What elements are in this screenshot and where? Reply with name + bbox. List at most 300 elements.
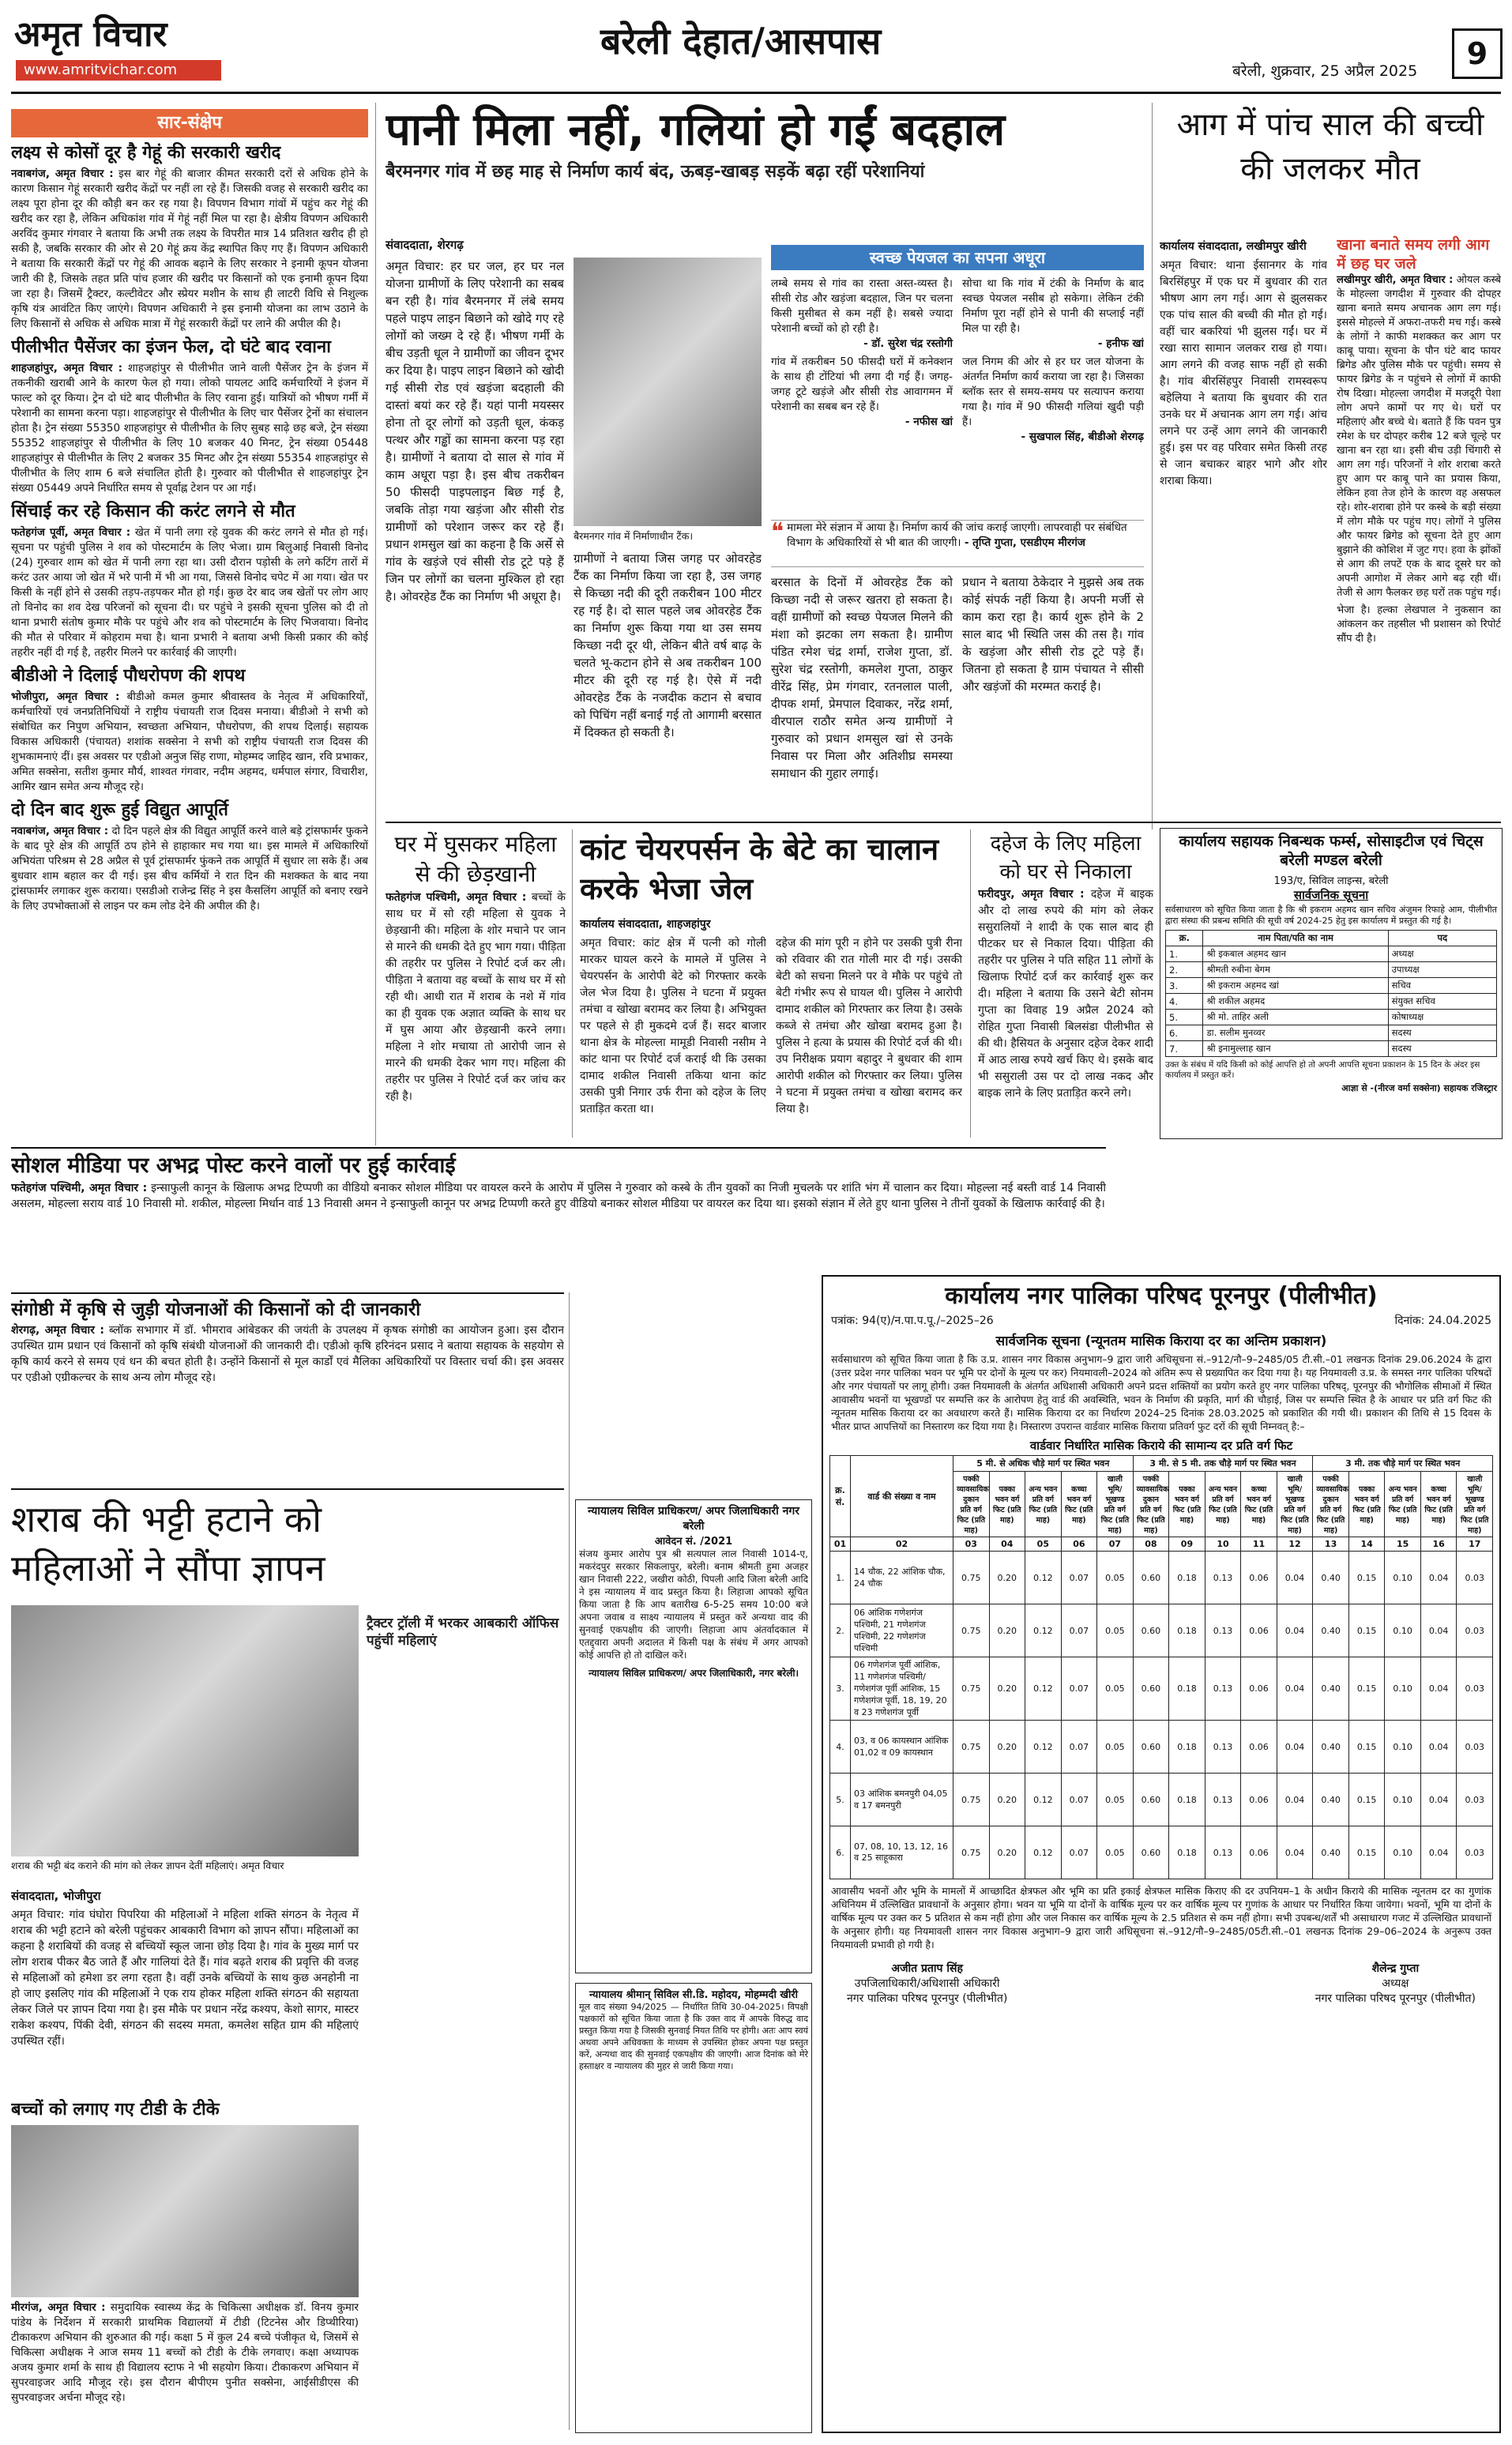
brief-body: शाहजहांपुर से पीलीभीत जाने वाली पैसेंजर ट्रेन के इंजन में तकनीकी खराबी आने के कारण फेल हो गया। लोको पायलट आदि कर्मचारियों ने इंजन में फाल्ट को दूर किया। ट्रेन दो घंटे बाद पीलीभीत के लिए रवाना हुई। यात्रियों को भीषण गर्मी में परेशानी का सामना करना पड़ा। शाहजहांपुर से पीलीभीत के लिए चार पैसेंजर ट्रेनों का संचालन होता है। ट्रेन संख्या 55350 शाहजहांपुर से पीलीभीत के लिए सुबह साढ़े छह बजे, ट्रेन संख्या 55352 शाहजहांपुर से पीलीभीत के लिए 10 बजकर 40 मिनट, ट्रेन संख्या 05448 शाहजहांपुर से पीलीभीत के लिए 2 बजकर 35 मिनट और ट्रेन संख्या 55354 शाहजहांपुर से पीलीभीत के लिए शाम 6 बजे संचालित होती है। गुरुवार को पीलीभीत से शाहजहांपुर ट्रेन संख्या 05449 अपने निर्धारित समय से पूर्वाह्न टेशन पर आ गई। [11, 362, 368, 495]
col-header: क्र. सं. [830, 1456, 851, 1537]
table-row [1166, 946, 1497, 962]
col-number: 15 [1385, 1537, 1421, 1552]
headline: घर में घुसकर महिला से की छेड़खानी [394, 831, 557, 887]
story-liquor [11, 1488, 564, 2089]
table-cell: 1. [1166, 946, 1203, 962]
page-number: 9 [1452, 28, 1503, 79]
table-cell: 0.12 [1025, 1721, 1062, 1774]
lead-headline: पानी मिला नहीं, गलियां हो गईं बदहाल [386, 104, 1006, 156]
dateline: शेरगढ़, अमृत विचार : [11, 1324, 104, 1337]
table-cell: 0.15 [1348, 1552, 1385, 1604]
dateline: शाहजहांपुर, अमृत विचार : [11, 362, 123, 374]
brief-title: सिंचाई कर रहे किसान की करंट लगने से मौत [11, 502, 295, 521]
table-cell: 0.13 [1205, 1604, 1241, 1657]
col-header: अन्य भवन प्रति वर्ग फिट (प्रति माह) [1205, 1472, 1241, 1537]
table-cell: 0.04 [1277, 1552, 1313, 1604]
story-body: समुदायिक स्वास्थ्य केंद्र के चिकित्सा अधीक्षक डॉ. विनय कुमार पांडेय के निर्देशन में सरकारी प्राथमिक विद्यालयों में टीडी (टिटनेस और डिप्थीरिया) टीकाकरण अभियान की शुरुआत की गई। कक्षा 5 में कुल 24 बच्चे पंजीकृत थे, जिसमें से चिकित्सा अधीक्षक ने आज समय 11 बच्चों को टीडी के टीके लगवाए। कक्षा अध्यापक अजय कुमार शर्मा के साथ ही विद्यालय स्टाफ ने भी सहयोग किया। टीकाकरण अभियान में सुपरवाइजर आदि मौजूद रहे। इस दौरान बीपीएम पुनीत सक्सेना, आईसीडीएस की सुपरवाइजर अर्चना मौजूद रहे। [11, 2301, 359, 2404]
table-cell: 0.06 [1241, 1721, 1277, 1774]
table-header: पद [1388, 931, 1496, 946]
lead-col-1: अमृत विचार: हर घर जल, हर घर नल योजना ग्रामीणों के लिए परेशानी का सबब बन रही है। गांव बैरमनगर में लंबे समय पहले पाइप लाइन बिछाने को खोदे गए रहे लोगों को जख्म दे रहे हैं। भीषण गर्मी के बीच उड़ती धूल ने ग्रामीणों का जीवन दूभर कर दिया है। पाइप लाइन बिछाने को खोदी गई सीसी रोड एवं खड़ंजा बदहाली की दास्तां बयां कर रहे हैं। यहां पानी मयस्सर होना तो दूर लोगों को उड़ती धूल, कंकड़ पत्थर और गड्ढों का सामना करना पड़ रहा है। ग्रामीणों ने बताया दो साल से गांव में काम अधूरा पड़ा है। इस बीच तकरीबन 50 फीसदी पाइपलाइन बिछ गई है, जबकि तोड़ा गया खड़ंजा और सीसी रोड ग्रामीणों को परेशान जरूर कर रहे हैं। प्रधान शमसुल खां का कहना है कि अर्से से गांव के खड़ंजे एवं सीसी रोड टूटे पड़े हैं जिन पर लोगों का चलना मुश्किल हो रहा है। ओवरहेड टैंक का निर्माण भी अधूरा है। [386, 259, 564, 604]
notice-footer: उक्त के संबंध में यदि किसी को कोई आपत्ति हो तो अपनी आपत्ति सूचना प्रकाशन के 15 दिन के अंदर इस कार्यालय में प्रस्तुत करें। [1165, 1060, 1480, 1080]
col-header: वार्ड की संख्या व नाम [851, 1456, 953, 1537]
table-cell: 0.18 [1169, 1774, 1205, 1826]
col-header: खाली भूमि/भूखण्ड प्रति वर्ग फिट (प्रति माह) [1277, 1472, 1313, 1537]
table-header: क्र. [1166, 931, 1203, 946]
headline: बच्चों को लगाए गए टीडी के टीके [11, 2100, 220, 2120]
society-notice [1160, 828, 1503, 1139]
issue-date: बरेली, शुक्रवार, 25 अप्रैल 2025 [1232, 62, 1418, 80]
notice-sub: आवेदन सं. /2021 [654, 1536, 733, 1548]
story-td-vaccine [11, 2098, 359, 2430]
col-header: पक्की व्यावसायिक दुकान प्रति वर्ग फिट (प्रति माह) [1133, 1472, 1169, 1537]
table-cell: 07, 08, 10, 13, 12, 16 व 25 साहूकारा [851, 1826, 953, 1879]
col-header: खाली भूमि/भूखण्ड प्रति वर्ग फिट (प्रति माह) [1097, 1472, 1134, 1537]
women-protest-photo [11, 1605, 359, 1856]
col-header: कच्चा भवन वर्ग फिट (प्रति माह) [1420, 1472, 1457, 1537]
table-cell: 0.18 [1169, 1826, 1205, 1879]
table-cell: 0.40 [1313, 1552, 1349, 1604]
municipal-notice [822, 1275, 1501, 2433]
table-cell: 0.40 [1313, 1604, 1349, 1657]
notice-sign: न्यायालय सिविल प्राधिकरण/ अपर जिलाधिकारी, नगर बरेली। [589, 1668, 799, 1679]
dateline: नवाबगंज, अमृत विचार : [11, 167, 114, 180]
table-cell: 0.15 [1348, 1604, 1385, 1657]
table-cell: 0.04 [1420, 1826, 1457, 1879]
dateline: फतेहगंज पश्चिमी, अमृत विचार : [386, 891, 527, 904]
paper-name: अमृत विचार [14, 14, 167, 55]
table-cell: 0.10 [1385, 1721, 1421, 1774]
table-cell: 0.18 [1169, 1657, 1205, 1721]
table-cell: 2. [1166, 962, 1203, 978]
table-cell: 0.04 [1420, 1657, 1457, 1721]
table-cell: 0.10 [1385, 1774, 1421, 1826]
table-row [1166, 994, 1497, 1010]
col-number: 16 [1420, 1537, 1457, 1552]
byline: संवाददाता, भोजीपुरा [11, 1889, 101, 1903]
table-cell: श्रीमती रुबीना बेगम [1203, 962, 1388, 978]
headline: शराब की भट्टी हटाने को महिलाओं ने सौंपा ज्ञापन [11, 1498, 325, 1589]
col-number: 11 [1241, 1537, 1277, 1552]
signatory-org: नगर पालिका परिषद पूरनपुर (पीलीभीत) [847, 1992, 1008, 2005]
brief-body: बीडीओ कमल कुमार श्रीवास्तव के नेतृत्व में अधिकारियों, कर्मचारियों एवं जनप्रतिनिधियों ने राष्ट्रीय पंचायती राज दिवस मनाया। बीडीओ ने सभी को संबोधित कर निपुण अभियान, स्वच्छता अभियान, पौधरोपण, की शपथ दिलाई। सहायक विकास अधिकारी (पंचायत) शशांक सक्सेना ने सभी को राष्ट्रीय पंचायती राज दिवस की शुभकामनाएं दीं। इस अवसर पर एडीओ अनुज सिंह राणा, मोहम्मद जाहिद खान, रवि प्रभाकर, अमित सक्सेना, सतीश कुमार मौर्य, शाश्वत गंगवार, नदीम अहमद, धर्मपाल संगार, विचारीश, आमिर खान समेत अन्य मौजूद रहे। [11, 690, 368, 793]
col-header: पक्का भवन वर्ग फिट (प्रति माह) [989, 1472, 1025, 1537]
fire-col-1: अमृत विचार: थाना ईसानगर के गांव बिरसिंहपुर में एक घर में बुधवार की रात भीषण आग लग गई। आग से झुलसकर एक पांच साल की बच्ची की मौत हो गई। वहीं चार बकरियां भी झुलस गईं। घर में रखा सारा सामान जलकर राख हो गया। आग लगने की वजह साफ नहीं हो सकी है। गांव बीरसिंहपुर निवासी रामस्वरूप बहेलिया ने बताया कि बुधवार की रात उनके घर में अचानक आग लग गई। आंच लगने पर उन्हें आग लगने की जानकारी हुई। इस पर वह परिवार समेत किसी तरह से जान बचाकर बाहर भागे और शोर शराबा किया। [1160, 259, 1327, 487]
signatory-org: नगर पालिका परिषद पूरनपुर (पीलीभीत) [1315, 1992, 1476, 2005]
notice-header: न्यायालय सिविल प्राधिकरण/ अपर जिलाधिकारी नगर बरेली [588, 1505, 799, 1533]
brief-item [11, 337, 368, 496]
fire-side-box [1337, 235, 1501, 818]
briefs-column [11, 109, 368, 1140]
table-cell: 0.05 [1097, 1657, 1134, 1721]
notice-title: कार्यालय नगर पालिका परिषद पूरनपुर (पीलीभीत) [945, 1282, 1378, 1310]
table-cell: 0.06 [1241, 1657, 1277, 1721]
notice-address: 193/ए, सिविल लाइन्स, बरेली [1273, 875, 1389, 887]
dowry-story [978, 829, 1153, 1139]
briefs-header: सार-संक्षेप [11, 109, 368, 137]
legal-notice-2 [575, 1983, 812, 2433]
water-tank-photo [574, 258, 762, 526]
col-number: 12 [1277, 1537, 1313, 1552]
box-title: स्वच्छ पेयजल का सपना अधूरा [771, 245, 1144, 270]
table-row [1166, 1010, 1497, 1025]
table-cell: श्री शकील अहमद [1203, 994, 1388, 1010]
table-cell: 0.06 [1241, 1774, 1277, 1826]
table-cell: 0.20 [989, 1826, 1025, 1879]
group-header: 3 मी. से 5 मी. तक चौड़े मार्ग पर स्थित भवन [1133, 1456, 1313, 1472]
notice-header: कार्यालय सहायक निबन्धक फर्म्स, सोसाइटीज एवं चिट्स बरेली मण्डल बरेली [1179, 833, 1484, 869]
table-row [830, 1826, 1493, 1879]
table-cell: 1. [830, 1552, 851, 1604]
table-cell: 0.06 [1241, 1826, 1277, 1879]
quote-mark-icon: ❝ [771, 518, 784, 546]
lead-col-3: बरसात के दिनों में ओवरहेड टैंक को किच्छा नदी से जरूर खतरा हो सकता है। वहीं ग्रामीणों को स्वच्छ पेयजल मिलने की मंशा को झटका लग सकता है। ग्रामीण पंडित रमेश चंद्र शर्मा, राजेश गुप्ता, डॉ. सुरेश चंद्र रस्तोगी, कमलेश गुप्ता, ठाकुर वीरेंद्र सिंह, प्रेम गंगवार, रतनलाल पाली, दीपक शर्मा, प्रेमपाल दिवाकर, नरेंद्र शर्मा, वीरपाल राठौर समेत अन्य ग्रामीणों ने गुरुवार को प्रधान शमसुल खां से उनके निवास पर मिला और अतिशीघ्र समस्या समाधान की गुहार लगाई। [771, 575, 953, 781]
table-cell: 0.07 [1061, 1721, 1097, 1774]
harassment-story [386, 829, 566, 1139]
col-number: 09 [1169, 1537, 1205, 1552]
quote-text: मामला मेरे संज्ञान में आया है। निर्माण कार्य की जांच कराई जाएगी। लापरवाही पर संबंधित विभाग के अधिकारियों से भी बात की जाएगी। [787, 521, 1127, 549]
table-cell: 0.07 [1061, 1826, 1097, 1879]
side-tail: भेजा है। हल्का लेखपाल ने नुकसान का आंकलन कर तहसील भी प्रशासन को रिपोर्ट सौंप दी है। [1337, 604, 1501, 645]
notice-intro: सर्वसाधारण को सूचित किया जाता है कि श्री इकराम अहमद खान सचिव अंजुमन रिफाहे आम, पीलीभीत द्वारा संस्था की प्रबन्ध समिति की सूची वर्ष 2024-25 हेतु इस कार्यालय में प्रस्तुत की गई है। [1165, 905, 1497, 926]
table-cell: श्री इकबाल अहमद खान [1203, 946, 1388, 962]
table-cell: संयुक्त सचिव [1388, 994, 1496, 1010]
story-col-2: दहेज की मांग पूरी न होने पर उसकी पुत्री रीना को रविवार की रात गोली मार दी गई। उसकी बेटी को सचना मिलने पर वे मौके पर पहुंचे तो बेटी गंभीर रूप से घायल थी। पुलिस ने आरोपी दामाद शकील को गिरफ्तार कर लिया है। उसके कब्जे से तमंचा और खोखा बरामद हुआ है। पुलिस ने हत्या के प्रयास की रिपोर्ट दर्ज की थी। उप निरीक्षक प्रयाग बहादुर ने बुधवार की शाम आरोपी शकील को गिरफ्तार कर लिया। पुलिस ने घटना में प्रयुक्त तमंचा व खोखा बरामद कर लिया है। [776, 937, 962, 1115]
lead-subhead: बैरमनगर गांव में छह माह से निर्माण कार्य बंद, ऊबड़-खाबड़ सड़कें बढ़ा रहीं परेशानियां [386, 162, 925, 182]
official-quote [771, 520, 1144, 567]
vaccination-photo [11, 2125, 359, 2297]
table-cell: 0.04 [1420, 1552, 1457, 1604]
dateline: फतेहगंज पूर्वी, अमृत विचार : [11, 526, 131, 539]
table-header: नाम पिता/पति का नाम [1203, 931, 1388, 946]
rent-rate-table [829, 1455, 1493, 1879]
story-body: बच्चों के साथ घर में सो रही महिला से युवक ने छेड़खानी की। महिला के शोर मचाने पर जान से मारने की धमकी देते हुए भाग गया। पीड़िता की तहरीर पर पुलिस ने रिपोर्ट दर्ज कर ली। पीड़िता ने बताया वह बच्चों के साथ घर में सो रही थी। आधी रात में शराब के नशे में गांव का ही युवक एक अज्ञात व्यक्ति के साथ घर में घुस आया और छेड़खानी करने लगा। महिला ने शोर मचाया तो आरोपी जान से मारने की धमकी देकर भाग गए। महिला की तहरीर पर पुलिस ने रिपोर्ट दर्ज कर जांच कर रही है। [386, 891, 566, 1103]
col-number: 07 [1097, 1537, 1134, 1552]
table-cell: 4. [1166, 994, 1203, 1010]
col-number: 02 [851, 1537, 953, 1552]
legal-notice-1 [575, 1499, 812, 1973]
table-cell: 6. [1166, 1025, 1203, 1041]
table-cell: 2. [830, 1604, 851, 1657]
table-cell: 0.60 [1133, 1826, 1169, 1879]
dateline: फतेहगंज पश्चिमी, अमृत विचार : [11, 1182, 148, 1194]
signatory-name: शैलेन्द्र गुप्ता [1371, 1962, 1420, 1975]
box-quote-attribution: - सुखपाल सिंह, बीडीओ शेरगढ़ [1021, 431, 1144, 443]
side-headline: खाना बनाते समय लगी आग में छह घर जले [1337, 236, 1490, 273]
table-cell: 0.10 [1385, 1604, 1421, 1657]
table-cell: 0.13 [1205, 1721, 1241, 1774]
brief-item [11, 501, 368, 660]
group-header: 5 मी. से अधिक चौड़े मार्ग पर स्थित भवन [953, 1456, 1134, 1472]
byline: कार्यालय संवाददाता, लखीमपुर खीरी [1160, 240, 1307, 253]
brief-item [11, 665, 368, 795]
table-cell: 0.04 [1277, 1826, 1313, 1879]
table-cell: 0.15 [1348, 1774, 1385, 1826]
table-cell: कोषाध्यक्ष [1388, 1010, 1496, 1025]
table-cell: 0.07 [1061, 1552, 1097, 1604]
table-cell: 0.07 [1061, 1604, 1097, 1657]
table-cell: 0.75 [953, 1826, 990, 1879]
fire-story [1160, 103, 1501, 818]
table-cell: 0.05 [1097, 1552, 1134, 1604]
brief-title: लक्ष्य से कोसों दूर है गेहूं की सरकारी खरीद [11, 143, 281, 163]
table-row [1166, 978, 1497, 994]
clean-water-box [771, 245, 1144, 513]
story-social-media [11, 1147, 1106, 1281]
col-header: पक्की व्यावसायिक दुकान प्रति वर्ग फिट (प्रति माह) [953, 1472, 990, 1537]
story-body: इन्साफुली कानून के खिलाफ अभद्र टिप्पणी का वीडियो बनाकर सोशल मीडिया पर वायरल करने के आरोप में पुलिस ने गुरुवार को कस्बे के तीन युवकों का निजी मुचलके पर शांति भंग में चालान कर दिया। मोहल्ला नई बस्ती वार्ड 14 निवासी असलम, मोहल्ला सराय वार्ड 10 निवासी मो. शकील, मोहल्ला मिर्धान वार्ड 13 निवासी अमन ने इन्साफुली कानून पर अभद्र टिप्पणी करते हुए वीडियो बनाकर सोशल मीडिया पर वायरल कर दिया था। इसको संज्ञान में लेते हुए थाना पुलिस ने तीनों युवकों के खिलाफ कार्रवाई की है। [11, 1182, 1106, 1210]
table-cell: 0.04 [1420, 1604, 1457, 1657]
col-number: 06 [1061, 1537, 1097, 1552]
table-cell: 0.03 [1457, 1774, 1493, 1826]
table-cell: 0.15 [1348, 1721, 1385, 1774]
signatory-post: उपजिलाधिकारी/अधिशासी अधिकारी [854, 1977, 1000, 1990]
table-cell: 0.10 [1385, 1552, 1421, 1604]
headline: संगोष्ठी में कृषि से जुड़ी योजनाओं की किसानों को दी जानकारी [11, 1300, 421, 1320]
dateline: फरीदपुर, अमृत विचार : [978, 888, 1085, 901]
table-cell: 5. [1166, 1010, 1203, 1025]
brief-title: पीलीभीत पैसेंजर का इंजन फेल, दो घंटे बाद रवाना [11, 337, 331, 357]
notice-subtitle: सार्वजनिक सूचना (न्यूनतम मासिक किराया दर का अन्तिम प्रकाशन) [995, 1333, 1327, 1349]
table-row [1166, 962, 1497, 978]
table-cell: 0.12 [1025, 1826, 1062, 1879]
table-cell: 0.12 [1025, 1774, 1062, 1826]
col-number: 04 [989, 1537, 1025, 1552]
table-row [830, 1774, 1493, 1826]
table-cell: 0.40 [1313, 1774, 1349, 1826]
notice-header: न्यायालय श्रीमान् सिविल सी.डि. महोदय, मोहम्मदी खीरी [589, 1989, 799, 2001]
side-headline: ट्रैक्टर ट्रॉली में भरकर आबकारी ऑफिस पहुंचीं महिलाएं [367, 1616, 559, 1649]
table-cell: सचिव [1388, 978, 1496, 994]
notice-intro: सर्वसाधारण को सूचित किया जाता है कि उ.प्र. शासन नगर विकास अनुभाग–9 द्वारा जारी अधिसूचना सं.–912/नौ–9–2485/05 टी.सी.–01 लखनऊ दिनांक 29.06.2024 के द्वारा (उत्तर प्रदेश नगर पालिका भवन पर भूमि पर दोनों के मूल्य पर कर) नियमावली–2024 को अंतिम रूप से प्रख्यापित कर दिया गया है। यह नियमावली उ.प्र. के समस्त नगर पालिका परिषदों और नगर पंचायतों पर लागू होगी। उक्त नियमावली के अंतर्गत अधिशासी अधिकारी अपने प्रदत्त शक्तियों का प्रयोग करते हुए नगर पालिका परिषद्, पूरनपुर की भौगोलिक सीमाओं में स्थित आवासीय भवनों या भूखण्डों पर सम्पत्ति कर के आरोपण हेतु वार्ड की अवस्थिति, भवन के निर्माण की प्रकृति, मार्ग की चौड़ाई, जिस पर सम्पत्ति स्थित है के आधार पर प्रति वर्ग फिट की न्यूनतम मासिक किराया दर का अवधारण करते हैं। मासिक किराया दर का निर्धारण 2024–25 दिनांक 28.03.2025 को प्रकाशित की गयी थी। प्रकाशन की तिथि से 15 दिवस के भीतर प्राप्त आपत्तियों का निस्तारण कर दिया गया है। निस्तारण उपरान्त वार्डवार मासिक किराया प्रतिवर्ग फुट दरों की सूची निम्नवत् है:– [831, 1353, 1491, 1432]
notice-body: मूल वाद संख्या 94/2025 — निर्धारित तिथि 30-04-2025। विपक्षी पक्षकारों को सूचित किया जाता है कि उक्त वाद में आपके विरुद्ध वाद प्रस्तुत किया गया है जिसकी सुनवाई नियत तिथि पर होगी। अतः आप स्वयं अथवा अपने अधिवक्ता के माध्यम से उपस्थित होकर अपना पक्ष प्रस्तुत करें, अन्यथा वाद की सुनवाई एकपक्षीय की जाएगी। आज दिनांक को मेरे हस्ताक्षर व न्यायालय की मुहर से जारी किया गया। [579, 2002, 808, 2071]
table-cell: 0.06 [1241, 1604, 1277, 1657]
col-header: पक्का भवन वर्ग फिट (प्रति माह) [1169, 1472, 1205, 1537]
table-row [830, 1552, 1493, 1604]
table-cell: 0.03 [1457, 1657, 1493, 1721]
table-cell: 6. [830, 1826, 851, 1879]
col-number: 03 [953, 1537, 990, 1552]
table-cell: 0.40 [1313, 1721, 1349, 1774]
box-quote-attribution: - हनीफ खां [1097, 337, 1144, 350]
lead-col-2: ग्रामीणों ने बताया जिस जगह पर ओवरहेड टैंक का निर्माण किया जा रहा है, उस जगह से किच्छा नदी की दूरी तकरीबन 100 मीटर रह गई है। दो साल पहले जब ओवरहेड टैंक का निर्माण शुरू किया गया था उस समय किच्छा नदी दूर थी, लेकिन बीते वर्ष बाढ़ के चलते भू-कटान होने से अब तकरीबन 100 मीटर की दूरी रह गई है। ऐसे में नदी ओवरहेड टैंक के नजदीक कटान से बचाव को पिचिंग नहीं बनाई गई तो आगामी बरसात में दिक्कत हो सकती है। [574, 551, 762, 739]
col-number: 14 [1348, 1537, 1385, 1552]
masthead [0, 0, 1512, 93]
section-title: बरेली देहात/आसपास [600, 20, 882, 62]
table-cell: 06 आंशिक गणेशगंज पश्चिमी, 21 गणेशगंज पश्चिमी, 22 गणेशगंज पश्चिमी [851, 1604, 953, 1657]
col-header: खाली भूमि/भूखण्ड प्रति वर्ग फिट (प्रति माह) [1457, 1472, 1493, 1537]
col-header: अन्य भवन प्रति वर्ग फिट (प्रति माह) [1385, 1472, 1421, 1537]
lead-story [386, 103, 1144, 818]
table-cell: 0.05 [1097, 1721, 1134, 1774]
table-cell: 0.75 [953, 1774, 990, 1826]
headline: सोशल मीडिया पर अभद्र पोस्ट करने वालों पर हुई कार्रवाई [11, 1153, 456, 1178]
table-cell: 0.15 [1348, 1657, 1385, 1721]
brief-title: बीडीओ ने दिलाई पौधरोपण की शपथ [11, 666, 246, 686]
table-cell: 0.20 [989, 1721, 1025, 1774]
table-cell: 0.03 [1457, 1552, 1493, 1604]
brief-item [11, 799, 368, 914]
table-cell: 0.75 [953, 1552, 990, 1604]
fire-headline: आग में पांच साल की बच्ची की जलकर मौत [1176, 107, 1484, 187]
table-cell: 0.18 [1169, 1721, 1205, 1774]
brief-item [11, 142, 368, 332]
table-cell: अध्यक्ष [1388, 946, 1496, 962]
table-cell: 0.05 [1097, 1826, 1134, 1879]
table-cell: 0.75 [953, 1604, 990, 1657]
col-number: 17 [1457, 1537, 1493, 1552]
table-row [830, 1721, 1493, 1774]
brief-list [11, 142, 368, 914]
byline: कार्यालय संवाददाता, शाहजहांपुर [580, 918, 711, 931]
table-cell: 0.03 [1457, 1721, 1493, 1774]
table-cell: 0.04 [1277, 1604, 1313, 1657]
story-body: अमृत विचार: गांव घंघोरा पिपरिया की महिलाओं ने महिला शक्ति संगठन के नेतृत्व में शराब की भट्टी हटाने को बरेली पहुंचकर आबकारी विभाग को ज्ञापन सौंपा। महिलाओं का कहना है शराबियों की वजह से बच्चियों स्कूल जाना छोड़ दिया है। गांव के मुख्य मार्ग पर लोग शराब पीकर बैठ जाते हैं और गालियां देते हैं। गांव बढ़ते शराब की प्रवृत्ति की वजह से महिलाओं को हमेशा डर लगा रहता है। वहीं उनके बच्चियों के साथ कुछ अनहोनी ना हो जाए इसलिए गांव की महिलाओं ने एक राय होकर महिला शक्ति संगठन की सहायता लेकर जिले पर ज्ञापन दिया गया है। इस मौके पर प्रधान नरेंद्र कश्यप, केशो सागर, मास्टर राकेश कश्यप, पिंकी देवी, संगठन की सदस्य ममता, कमलेश सहित ग्राम की महिलाएं उपस्थित रहीं। [11, 1909, 359, 2048]
table-cell: 5. [830, 1774, 851, 1826]
committee-table [1165, 930, 1497, 1057]
dateline: मीरगंज, अमृत विचार : [11, 2301, 106, 2314]
table-cell: 0.60 [1133, 1721, 1169, 1774]
table-cell: 0.75 [953, 1721, 990, 1774]
table-cell: 0.20 [989, 1552, 1025, 1604]
table-cell: 0.04 [1277, 1657, 1313, 1721]
table-cell: 0.04 [1277, 1721, 1313, 1774]
chairperson-son-story [580, 829, 964, 1139]
table-cell: 0.18 [1169, 1552, 1205, 1604]
table-cell: 0.13 [1205, 1552, 1241, 1604]
table-cell: 0.40 [1313, 1657, 1349, 1721]
table-cell: 0.03 [1457, 1604, 1493, 1657]
signatory-post: अध्यक्ष [1382, 1977, 1409, 1990]
table-cell: 0.10 [1385, 1826, 1421, 1879]
group-header: 3 मी. तक चौड़े मार्ग पर स्थित भवन [1313, 1456, 1493, 1472]
table-cell: 14 चौक, 22 आंशिक चौक, 24 चौक [851, 1552, 953, 1604]
col-number: 08 [1133, 1537, 1169, 1552]
table-cell: 0.18 [1169, 1604, 1205, 1657]
table-cell: 7. [1166, 1041, 1203, 1057]
brief-body: इस बार गेहूं की बाजार कीमत सरकारी दरों से अधिक होने के कारण किसान गेहूं सरकारी खरीद केंद्रों पर नहीं ला रहे हैं। जिसकी वजह से सरकारी खरीद का लक्ष्य पूरा होना दूर की कौड़ी बन कर रह गया है। विपणन विभाग गांवों में पहुंच कर गेहूं की खरीद कर रहा है, लेकिन अधिकांश गांव में गेहूं नहीं मिल पा रहा है। क्षेत्रीय विपणन अधिकारी अरविंद कुमार गंगवार ने बताया कि अभी तक लक्ष्य के विपरीत मात्र 14 प्रतिशत खरीद ही हो सकी है, जबकि सरकार की ओर से 20 गेहूं क्रय केंद्र स्थापित किए गए हैं। विपणन अधिकारी ने बताया कि सरकारी केंद्रों पर गेहूं की आवक बढ़ाने के लिए सरकार ने इनामी कूपन योजना जारी की है, जिसके तहत प्रति पांच हजार की खरीद पर किसानों को एक इनामी कूपन दिया जा रहा है। जिसमें ट्रैक्टर, कल्टीवेटर और स्प्रेयर मशीन के साथ ही लाटरी विधि से निशुल्क कृषि यंत्र आवंटित किए जाएंगे। विपणन अधिकारी ने इस इनामी योजना का लाभ उठाने के लिए किसानों से अधिक से अधिक मात्रा में गेहूं सरकारी केंद्रों पर लाने की अपील की है। [11, 167, 368, 330]
table-cell: 0.20 [989, 1604, 1025, 1657]
table-row [830, 1604, 1493, 1657]
table-cell: 0.13 [1205, 1826, 1241, 1879]
table-cell: 0.04 [1277, 1774, 1313, 1826]
table-cell: 0.12 [1025, 1552, 1062, 1604]
byline: संवाददाता, शेरगढ़ [386, 238, 464, 252]
website: www.amritvichar.com [16, 60, 221, 81]
story-seminar [11, 1292, 564, 1479]
table-cell: 0.20 [989, 1657, 1025, 1721]
table-cell: 06 गणेशगंज पूर्वी आंशिक, 11 गणेशगंज पश्चिमी/गणेशगंज पूर्वी आंशिक, 15 गणेशगंज पूर्वी, 18, 19, 20 व 23 गणेशगंज पूर्वी [851, 1657, 953, 1721]
table-cell: 0.07 [1061, 1657, 1097, 1721]
reference-number: पत्रांक: 94(ए)/न.पा.प.पू./–2025–26 [831, 1315, 994, 1327]
table-cell: 0.04 [1420, 1721, 1457, 1774]
story-body: ब्लॉक सभागार में डॉ. भीमराव आंबेडकर की जयंती के उपलक्ष्य में कृषक संगोष्ठी का आयोजन हुआ। इस दौरान उपस्थित ग्राम प्रधान एवं किसानों को कृषि संबंधी योजनाओं की जानकारी दी। एडीओ कृषि हरिनंदन प्रसाद ने बताया सहायक के सहयोग से कृषि कार्य करने से समय एवं धन की बचत होती है। उन्होंने किसानों से मूल कार्डों एवं मैलिका अधिकारियों पर विस्तार चर्चा की। इस अवसर पर एडीओ एग्रीकल्चर के साथ अन्य लोग मौजूद रहे। [11, 1324, 564, 1384]
dateline: लखीमपुर खीरी, अमृत विचार : [1337, 274, 1454, 286]
col-number: 05 [1025, 1537, 1062, 1552]
table-cell: 0.07 [1061, 1774, 1097, 1826]
col-header: पक्का भवन वर्ग फिट (प्रति माह) [1348, 1472, 1385, 1537]
table-cell: उपाध्यक्ष [1388, 962, 1496, 978]
notice-date: दिनांक: 24.04.2025 [1394, 1315, 1491, 1327]
table-row [830, 1657, 1493, 1721]
table-cell: श्री इकराम अहमद खां [1203, 978, 1388, 994]
dateline: भोजीपुरा, अमृत विचार : [11, 690, 120, 703]
quote-attribution: - तृप्ति गुप्ता, एसडीएम मीरगंज [964, 536, 1085, 549]
col-number: 10 [1205, 1537, 1241, 1552]
table-cell: डा. सलीम मुनव्वर [1203, 1025, 1388, 1041]
table-cell: 0.12 [1025, 1604, 1062, 1657]
table-cell: 03 आंशिक बमनपुरी 04,05 व 17 बमनपुरी [851, 1774, 953, 1826]
brief-body: दो दिन पहले क्षेत्र की विद्युत आपूर्ति करने वाले बड़े ट्रांसफार्मर फुकने के बाद पूरे क्षेत्र की आपूर्ति ठप होने से हाहाकार मच गया था। इस मामले में अधिकारियों अभियंता परिश्रम से 28 अप्रैल से पूर्व ट्रांसफार्मर फुंकने तक आपूर्ति में सुधार ला सके हैं। अब बुधवार शाम बहाल कर दी गई। इस बीच कर्मियों ने रात दिन की मशक्कत के बाद नया ट्रांसफार्मर लगाकर शुरू कराया। एसडीओ राजेन्द्र सिंह ने इस कैसलिंग आपूर्ति को बनाए रखने के लिए उपभोक्ताओं से लाइन पर कम लोड देने की अपील की है। [11, 825, 368, 912]
box-quote-attribution: - नफीस खां [905, 416, 953, 428]
table-cell: 0.05 [1097, 1774, 1134, 1826]
dateline: नवाबगंज, अमृत विचार : [11, 825, 109, 837]
table-cell: 0.05 [1097, 1604, 1134, 1657]
table-cell: 0.15 [1348, 1826, 1385, 1879]
col-number: 01 [830, 1537, 851, 1552]
table-cell: 0.12 [1025, 1657, 1062, 1721]
table-cell: 3. [830, 1657, 851, 1721]
photo-caption: बैरमनगर गांव में निर्माणाधीन टैंक। [574, 530, 694, 542]
table-cell: 0.60 [1133, 1604, 1169, 1657]
story-body: दहेज में बाइक और दो लाख रुपये की मांग को लेकर ससुरालियों ने शादी के एक साल बाद ही पीटकर घर से निकाल दिया। पीड़िता की तहरीर पर पुलिस ने पति सहित 11 लोगों के खिलाफ रिपोर्ट दर्ज कर कार्रवाई शुरू कर दी। महिला ने बताया कि उसने बेटी सोनम गुप्ता का विवाह 19 अप्रैल 2024 को रोहित गुप्ता निवासी बिलसंडा पीलीभीत से की थी। हैसियत के अनुसार दहेज देकर शादी में आठ लाख रुपये खर्च किए थे। इसके बाद भी ससुराली उस पर दो लाख नकद और बाइक लाने के लिए प्रताड़ित करने लगे। [978, 888, 1153, 1100]
box-text: गांव में तकरीबन 50 फीसदी घरों में कनेक्शन के साथ ही टोंटियां भी लगा दी गई हैं। जगह-जगह टूटे खड़ंजे और सीसी रोड आवागमन में परेशानी का सबब बन रहे हैं। [771, 355, 953, 413]
table-cell: सदस्य [1388, 1041, 1496, 1057]
table-row [1166, 1025, 1497, 1041]
headline: कांट चेयरपर्सन के बेटे का चालान करके भेजा जेल [580, 832, 939, 906]
box-text: लम्बे समय से गांव का रास्ता अस्त-व्यस्त है। सीसी रोड और खड़ंजा बदहाल, जिन पर चलना किसी मुसीबत से कम नहीं है। सबसे ज्यादा परेशानी बच्चों को हो रही है। [771, 277, 953, 335]
table-cell: 0.06 [1241, 1552, 1277, 1604]
table-cell: 0.13 [1205, 1774, 1241, 1826]
table-cell: श्री मो. ताहिर अली [1203, 1010, 1388, 1025]
table-cell: 0.03 [1457, 1826, 1493, 1879]
brief-title: दो दिन बाद शुरू हुई विद्युत आपूर्ति [11, 800, 228, 820]
box-text: जल निगम की ओर से हर घर जल योजना के अंतर्गत निर्माण कार्य कराया जा रहा है। जिसका ब्लॉक स्तर से समय-समय पर सत्यापन कराया गया है। गांव में 90 फीसदी गलियां खुदी पड़ी हैं। [962, 355, 1144, 428]
headline: दहेज के लिए महिला को घर से निकाला [990, 832, 1142, 884]
table-cell: 03, व 06 कायस्थान आंशिक 01,02 व 09 कायस्थान [851, 1721, 953, 1774]
table-cell: 0.60 [1133, 1552, 1169, 1604]
story-col-1: अमृत विचार: कांट क्षेत्र में पत्नी को गोली मारकर घायल करने के मामले में पुलिस ने चेयरपर्सन के आरोपी बेटे को गिरफ्तार करके जेल भेज दिया है। पुलिस ने घटना में प्रयुक्त तमंचा व खोखा बरामद कर लिया है। अभियुक्त पर पहले से ही मुकदमे दर्ज हैं। सदर बाजार थाना क्षेत्र के मोहल्ला मामूडी निवासी नसीम ने कांट थाना पर रिपोर्ट दर्ज कराई थी कि उसका दामाद शकील निवासी तकिया थाना कांट उसकी पुत्री निगार उर्फ रीना को दहेज के लिए प्रताड़ित करता था। [580, 937, 766, 1115]
col-header: पक्की व्यावसायिक दुकान प्रति वर्ग फिट (प्रति माह) [1313, 1472, 1349, 1537]
notice-footer: आवासीय भवनों और भूमि के मामलों में आच्छादित क्षेत्रफल और भूमि का प्रति इकाई क्षेत्रफल मासिक किराए की दर उपनियम–1 के अधीन किराये की मासिक न्यूनतम दर का गुणांक अधिनियम में उल्लिखित प्रावधानों के अनुसार होगा। भवन या भूमि या दोनों के वार्षिक मूल्य पर कर वार्षिक मूल्य पर गुणांक के आधार पर निर्धारित किया जायेगा। भवनों, भूमि या दोनों के वार्षिक मूल्य पर उक्त कर 5 प्रतिशत से कम नहीं होगा और जल निकास कर वार्षिक मूल्य के 2.5 प्रतिशत से कम नहीं होगा। सभी उपबन्ध/शर्तें भी असाधारण गजट में उल्लिखित प्रावधानों के अनुसार होगी। यह नियमावली शासन नगर विकास अनुभाग–9 द्वारा जारी अधिसूचना सं.–912/नौ–9–2485/05टी.सी.–01 लखनऊ दिनांक 29–06–2024 के अनुरूप उक्त नियमावली प्रभावी हो गयी है। [831, 1885, 1491, 1950]
table-cell: सदस्य [1388, 1025, 1496, 1041]
col-number: 13 [1313, 1537, 1349, 1552]
box-text: सोचा था कि गांव में टंकी के निर्माण के बाद स्वच्छ पेयजल नसीब हो सकेगा। लेकिन टंकी निर्माण पूरा नहीं होने से पानी की सप्लाई नहीं मिल पा रही है। [962, 277, 1144, 335]
table-cell: 0.60 [1133, 1774, 1169, 1826]
lead-col-4: प्रधान ने बताया ठेकेदार ने मुझसे अब तक कोई संपर्क नहीं किया है। अपनी मर्जी से काम करा रहा है। कार्य शुरू होने के 2 साल बाद भी स्थिति जस की तस है। गांव के खड़ंजा और सीसी रोड टूटे पड़े हैं। जितना हो सकता है ग्राम पंचायत ने सीसी और खड़ंजों की मरम्मत कराई है। [962, 575, 1144, 694]
table-row [1166, 1041, 1497, 1057]
col-header: अन्य भवन प्रति वर्ग फिट (प्रति माह) [1025, 1472, 1062, 1537]
col-header: कच्चा भवन वर्ग फिट (प्रति माह) [1241, 1472, 1277, 1537]
table-cell: 0.75 [953, 1657, 990, 1721]
table-cell: 0.20 [989, 1774, 1025, 1826]
side-body: ओयल कस्बे के मोहल्ला जगदीश में गुरुवार की दोपहर खाना बनाते समय अचानक आग लग गई। इससे मोहल्ले में अफरा-तफरी मच गई। कस्बे के लोगों ने काफी मशक्कत कर आग पर काबू पाया। सूचना के पौन घंटे बाद फायर ब्रिगेड और पुलिस मौके पर पहुंची। समय से फायर ब्रिगेड के न पहुंचने से लोगों में काफी रोष दिखा। मोहल्ला जगदीश में मजदूरी पेशा लोग अपने कामों पर गए थे। घरों पर महिलाएं और बच्चे थे। बताते हैं कि पवन पुत्र रमेश के घर दोपहर करीब 12 बजे चूल्हे पर खाना बन रहा था। इसी बीच उड़ी चिंगारी से आग लग गई। परिजनों ने शोर शराबा करते हुए आग पर काबू पाने का प्रयास किया, लेकिन हवा तेज होने के कारण वह असफल रहे। शोर-शराबा होने पर कस्बे के बड़ी संख्या में लोग मौके पर पहुंच गए। लोगों ने पुलिस और फायर ब्रिगेड को सूचना देते हुए आग बुझाने की कोशिश में जुट गए। हवा के झोंकों से आग की लपटें एक के बाद दूसरे घर को अपनी आगोश में लेकर आगे बढ़ रही थीं। तेजी से आग फैलकर छह घरों तक पहुंच गई। [1337, 274, 1501, 599]
signatory-name: अजीत प्रताप सिंह [891, 1962, 963, 1975]
brief-body: खेत में पानी लगा रहे युवक की करंट लगने से मौत हो गई। सूचना पर पहुंची पुलिस ने शव को पोस्टमार्टम के लिए भेजा। ग्राम बिलुआई निवासी विनोद (24) गुरुवार शाम को खेत में पानी लगा रहा था। उसी दौरान पड़ोसी के लगे कटिंग तारों में करंट उतर आया जो खेत में भरे पानी में भी आ गया, जिससे विनोद चपेट में आ गया। खेत पर किसी के नहीं होने से उसकी तड़प-तड़पकर मौत हो गई। कुछ देर बाद जब खेतों पर लोग आए तो विनोद का शव देख परिजनों को सूचना दी। घर पहुंचे ने इसकी सूचना पुलिस को दी तो थाना प्रभारी संतोष कुमार मौके पर पहुंचे और शव को पोस्टमार्टम के लिए भिजवाया। विनोद की मौत से परिवार में कोहराम मचा है। थाना प्रभारी ने बताया अभी किसी प्रकार की कोई तहरीर नहीं दी गई है, तहरीर मिलने पर कार्रवाई की जाएगी। [11, 526, 368, 659]
table-cell: 0.10 [1385, 1657, 1421, 1721]
table-cell: 4. [830, 1721, 851, 1774]
col-header: कच्चा भवन वर्ग फिट (प्रति माह) [1061, 1472, 1097, 1537]
notice-sign: आज्ञा से -(नीरज वर्मा सक्सेना) सहायक रजिस्ट्रार [1341, 1083, 1497, 1093]
table-title: वार्डवार निर्धारित मासिक किराये की सामान्य दर प्रति वर्ग फिट [1029, 1439, 1293, 1453]
notice-body: संजय कुमार आरोप पुत्र श्री सत्यपाल लाल निवासी 1014-ए, मकरंदपुर सरकार सिकलापुर, बरेली। बनाम श्रीमती हुमा अजहर खान निवासी 222, जखीरा कोठी, पिपली आदि जिला बरेली आदि ने इस न्यायालय में वाद प्रस्तुत किया है। लिहाजा आपको सूचित किया जाता है कि आप बतारीख 6-5-25 समय 10:00 बजे अपना जवाब व साक्ष्य न्यायालय में प्रस्तुत करें अन्यथा वाद की सुनवाई एकपक्षीय की जाएगी। लिहाजा आप अंतर्वादकाल में एतद्द्वारा अपनी अदालत में किसी पक्ष के संबंध में अगर आपको कोई आपत्ति हो तो दाखिल करें। [579, 1548, 808, 1661]
table-cell: 0.13 [1205, 1657, 1241, 1721]
table-cell: 0.60 [1133, 1657, 1169, 1721]
table-cell: श्री इनामुल्लाह खान [1203, 1041, 1388, 1057]
table-cell: 0.40 [1313, 1826, 1349, 1879]
box-quote-attribution: - डॉ. सुरेश चंद्र रस्तोगी [863, 337, 953, 350]
table-cell: 0.04 [1420, 1774, 1457, 1826]
notice-title: सार्वजनिक सूचना [1293, 888, 1369, 902]
